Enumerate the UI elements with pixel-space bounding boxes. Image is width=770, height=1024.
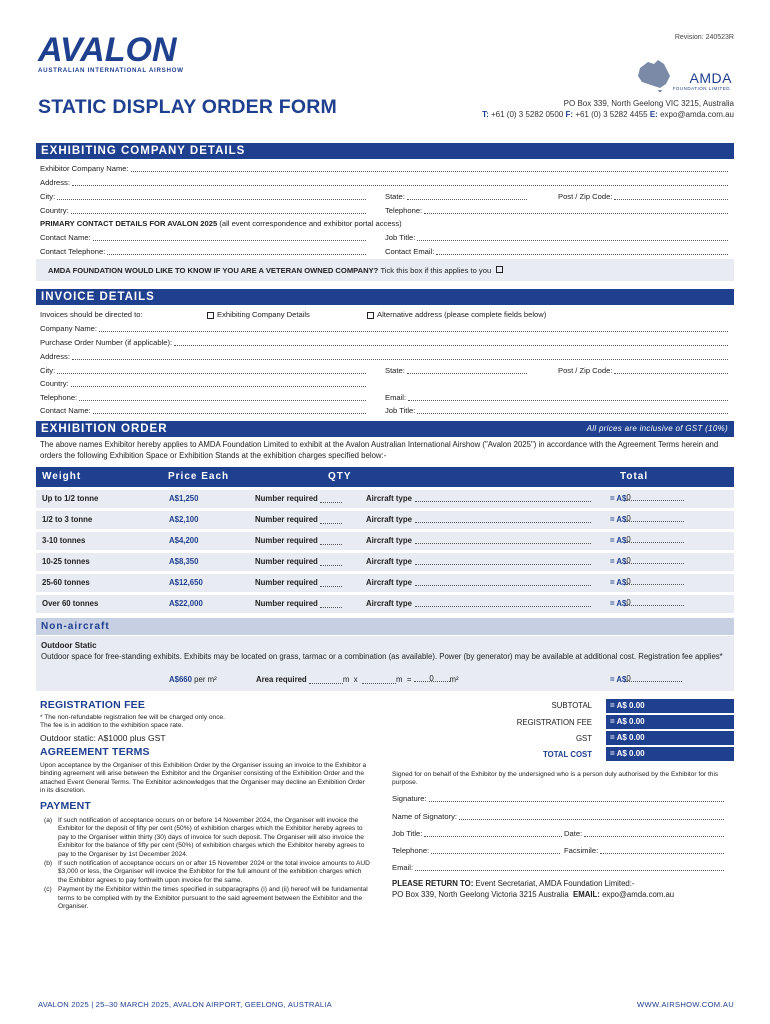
label: Country: — [40, 379, 69, 388]
times: x — [353, 675, 358, 684]
row-price: A$12,650 — [169, 578, 203, 587]
row-price: A$4,200 — [169, 536, 199, 545]
row-weight: 3-10 tonnes — [42, 536, 86, 545]
total-prefix: = A$ — [610, 536, 627, 545]
return-addr: PO Box 339, North Geelong Victoria 3215 Australia — [392, 889, 569, 899]
table-row — [36, 553, 734, 571]
total-value[interactable]: 0 — [626, 598, 684, 606]
col-total: Total — [620, 471, 649, 482]
label: Number required — [255, 536, 318, 545]
number-input[interactable] — [320, 495, 342, 503]
field-city[interactable] — [40, 191, 366, 202]
text: If such notification of acceptance occurs on or before 14 November 2024, the Organiser will invoice the Exhibitor for the deposit of fifty per cent (50%) of exhibition charges which the Exhibitor hereby agrees to pay to the Organiser within thirty (30) days of invoice for such deposit. The Organiser will also invoice the Exhibitor for the balance of fifty per cent (50%) of exhibition charges which the Exhibitor hereby agrees to pay to the Organiser by 1st December 2024. — [58, 817, 365, 858]
total-value[interactable]: 0 — [626, 493, 684, 501]
registration-fee-label: REGISTRATION FEE — [516, 718, 592, 727]
label: Date: — [564, 829, 583, 838]
order-table-header — [36, 467, 734, 487]
aircraft-input[interactable] — [415, 494, 591, 502]
number-input[interactable] — [320, 600, 342, 608]
total-prefix: = A$ — [610, 557, 627, 566]
per-m2: per m² — [194, 675, 217, 684]
section-invoice-header: INVOICE DETAILS — [36, 289, 734, 305]
label: State: — [385, 192, 405, 201]
page-title: STATIC DISPLAY ORDER FORM — [38, 96, 337, 118]
return-text: Event Secretariat, AMDA Foundation Limited:- — [475, 879, 635, 888]
return-email[interactable]: expo@amda.com.au — [602, 889, 675, 899]
row-aircraft-type — [366, 494, 591, 503]
field-job-title[interactable] — [385, 232, 728, 243]
label: Contact Name: — [40, 406, 91, 415]
label: (b) — [44, 860, 53, 868]
row-price: A$22,000 — [169, 599, 203, 608]
label: Email: — [385, 393, 407, 402]
row-price: A$2,100 — [169, 515, 199, 524]
input-line[interactable] — [415, 862, 724, 871]
label: Number required — [255, 599, 318, 608]
unit: m — [395, 675, 403, 684]
row-weight: 10-25 tonnes — [42, 557, 90, 566]
label: Invoices should be directed to: — [40, 310, 143, 319]
input-line[interactable] — [459, 811, 724, 820]
return-to — [392, 879, 674, 900]
field-signatory-name[interactable] — [392, 811, 724, 822]
label: Number required — [255, 578, 318, 587]
field-signature[interactable] — [392, 793, 724, 804]
email-value[interactable]: expo@amda.com.au — [660, 110, 734, 119]
payment-title: PAYMENT — [40, 800, 91, 812]
option-label: Exhibiting Company Details — [217, 310, 310, 319]
field-inv-contact-name[interactable] — [40, 405, 366, 416]
field-telephone[interactable] — [385, 205, 728, 216]
primary-contact-heading — [40, 218, 640, 229]
field-inv-telephone[interactable] — [40, 392, 366, 403]
field-inv-country[interactable] — [40, 378, 366, 389]
invoice-directed — [40, 309, 640, 320]
label: Aircraft type — [366, 578, 412, 587]
logo-tagline: AUSTRALIAN INTERNATIONAL AIRSHOW — [38, 67, 184, 74]
area-label: Area required — [256, 675, 307, 684]
payment-b — [44, 860, 370, 885]
payment-a — [44, 817, 370, 859]
number-input[interactable] — [320, 516, 342, 524]
aircraft-input[interactable] — [415, 599, 591, 607]
label: Job Title: — [392, 829, 423, 838]
return-label: PLEASE RETURN TO: — [392, 879, 474, 888]
field-contact-telephone[interactable] — [40, 246, 366, 257]
input-line[interactable] — [407, 365, 527, 374]
field-inv-state[interactable] — [385, 365, 527, 376]
total-prefix: = A$ — [610, 515, 627, 524]
amda-sub: FOUNDATION LIMITED — [672, 86, 730, 91]
row-price: A$8,350 — [169, 557, 199, 566]
footer-event-info: AVALON 2025 | 25–30 MARCH 2025, AVALON AIRPORT, GEELONG, AUSTRALIA — [38, 1000, 332, 1009]
row-aircraft-type — [366, 578, 591, 587]
label: Company Name: — [40, 324, 97, 333]
field-state[interactable] — [385, 191, 527, 202]
option-label: Alternative address (please complete fields below) — [377, 310, 547, 319]
input-line[interactable] — [71, 205, 366, 214]
field-inv-address[interactable] — [40, 351, 728, 362]
label: Telephone: — [40, 393, 78, 402]
label: Number required — [255, 515, 318, 524]
total-prefix: = A$ — [610, 599, 627, 608]
col-price: Price Each — [168, 471, 230, 482]
input-line[interactable] — [408, 392, 728, 401]
text: Payment by the Exhibitor within the times specified in subparagraphs (i) and (ii) hereof will be fundamental terms to be complied with by the Exhibitor pursuant to the said agreement between the Exhibitor and the Organiser. — [58, 886, 368, 911]
email-label: EMAIL: — [573, 889, 600, 899]
aircraft-input[interactable] — [415, 578, 591, 586]
reg-note-1: * The non-refundable registration fee will be charged only once. — [40, 714, 225, 721]
input-line[interactable] — [93, 232, 366, 241]
t-label: T: — [482, 110, 489, 119]
input-line[interactable] — [417, 232, 728, 241]
label: Job Title: — [385, 233, 416, 242]
outdoor-price-wrap — [169, 675, 217, 684]
registration-notes — [40, 714, 300, 731]
input-line[interactable] — [72, 177, 728, 186]
input-line[interactable] — [431, 845, 560, 854]
field-country[interactable] — [40, 205, 366, 216]
label: Aircraft type — [366, 494, 412, 503]
label: Address: — [40, 178, 70, 187]
field-inv-job-title[interactable] — [385, 405, 728, 416]
input-line[interactable] — [57, 191, 366, 200]
gst-value: = A$ 0.00 — [606, 731, 734, 745]
text: If such notification of acceptance occurs on or after 15 November 2024 or the total invoice amounts to AUD $3,000 or less, the Organiser will invoice the Exhibitor for the full amount of the exhibition charges which the Exhibitor agrees to pay forthwith upon invoice for the same. — [58, 860, 370, 884]
label: Post / Zip Code: — [558, 366, 613, 375]
revision-label: Revision: 240523R — [674, 34, 734, 41]
row-total — [610, 557, 684, 566]
agreement-title: AGREEMENT TERMS — [40, 746, 150, 758]
area-required — [256, 675, 459, 684]
row-number-required — [255, 494, 342, 503]
field-inv-email[interactable] — [385, 392, 728, 403]
field-company-name[interactable] — [40, 163, 728, 174]
field-sig-date[interactable] — [564, 828, 724, 839]
input-line[interactable] — [429, 793, 724, 802]
area-width-input[interactable] — [362, 676, 396, 684]
total-value[interactable]: 0 — [626, 556, 684, 564]
input-line[interactable] — [71, 378, 366, 387]
total-value[interactable]: 0 — [626, 577, 684, 585]
label: (a) — [44, 817, 53, 824]
label: Telephone: — [385, 206, 423, 215]
label: Facsimile: — [564, 846, 599, 855]
label: Telephone: — [392, 846, 430, 855]
field-postcode[interactable] — [558, 191, 728, 202]
outdoor-total — [610, 675, 682, 684]
table-row — [36, 511, 734, 529]
agreement-text: Upon acceptance by the Organiser of this Exhibition Order by the Organiser issuing an invoice to the Exhibitor a binding agreement will arise between the Exhibitor and the Organiser consisting of the Exhibition Order and the attached Event General Terms. The Exhibitor acknowledges that the Organiser may decline an Exhibition Order in its discretion. — [40, 762, 367, 795]
input-line[interactable] — [131, 163, 728, 172]
checkbox-alternative[interactable] — [367, 312, 374, 319]
outdoor-desc: Outdoor space for free-standing exhibits. Exhibits may be located on grass, tarmac or a combination (as available). Power (by generator) may be available at additional cost. Registration fee applies* — [41, 652, 723, 661]
avalon-logo — [38, 31, 190, 74]
label: Email: — [392, 863, 414, 872]
label: Contact Email: — [385, 247, 435, 256]
label: Contact Telephone: — [40, 247, 106, 256]
table-row — [36, 490, 734, 508]
subtotal-value: = A$ 0.00 — [606, 699, 734, 713]
contact-numbers — [482, 109, 734, 120]
payment-c — [44, 886, 370, 911]
total-prefix: = A$ — [610, 578, 627, 587]
order-title: EXHIBITION ORDER — [41, 423, 168, 435]
number-input[interactable] — [320, 579, 342, 587]
aircraft-input[interactable] — [415, 536, 591, 544]
row-aircraft-type — [366, 599, 591, 608]
label: Aircraft type — [366, 557, 412, 566]
row-aircraft-type — [366, 536, 591, 545]
registration-fee-title: REGISTRATION FEE — [40, 699, 146, 711]
amda-wordmark: AMDA — [689, 70, 732, 86]
total-value[interactable]: 0 — [626, 535, 684, 543]
input-line[interactable] — [99, 323, 728, 332]
field-po-number[interactable] — [40, 337, 728, 348]
label: Aircraft type — [366, 536, 412, 545]
gst-label: GST — [575, 734, 592, 743]
registration-outdoor: Outdoor static: A$1000 plus GST — [40, 733, 166, 743]
label: Contact Name: — [40, 233, 91, 242]
subtotal-label: SUBTOTAL — [551, 701, 592, 710]
total-prefix: = A$ — [610, 675, 627, 684]
logo-wordmark: AVALON — [38, 31, 177, 69]
equals: = — [406, 675, 412, 684]
input-line[interactable] — [79, 392, 366, 401]
input-line[interactable] — [424, 828, 562, 837]
total-prefix: = A$ — [610, 494, 627, 503]
row-price: A$1,250 — [169, 494, 199, 503]
field-inv-city[interactable] — [40, 365, 366, 376]
amda-logo — [634, 58, 734, 96]
payment-terms — [44, 817, 370, 911]
return-line-2 — [392, 890, 674, 901]
input-line[interactable] — [407, 191, 527, 200]
label: Post / Zip Code: — [558, 192, 613, 201]
row-total — [610, 536, 684, 545]
row-weight: Over 60 tonnes — [42, 599, 99, 608]
veteran-note: Tick this box if this applies to you — [380, 266, 492, 275]
label: Number required — [255, 557, 318, 566]
signature-intro: Signed for on behalf of the Exhibitor by the undersigned who is a person duly authorised by the Exhibitor for this purpose. — [392, 771, 719, 787]
outdoor-price: A$660 — [169, 675, 192, 684]
label: Aircraft type — [366, 599, 412, 608]
checkbox-exhibiting[interactable] — [207, 312, 214, 319]
row-total — [610, 515, 684, 524]
number-input[interactable] — [320, 537, 342, 545]
e-label: E: — [649, 110, 658, 119]
row-weight: Up to 1/2 tonne — [42, 494, 99, 503]
contact-address — [482, 98, 734, 120]
label: State: — [385, 366, 405, 375]
table-row — [36, 595, 734, 613]
heading: PRIMARY CONTACT DETAILS FOR AVALON 2025 — [40, 219, 218, 228]
row-weight: 25-60 tonnes — [42, 578, 90, 587]
input-line[interactable] — [600, 845, 724, 854]
row-weight: 1/2 to 3 tonne — [42, 515, 93, 524]
label: City: — [40, 192, 56, 201]
number-input[interactable] — [320, 558, 342, 566]
input-line[interactable] — [93, 405, 366, 414]
label: Aircraft type — [366, 515, 412, 524]
label: Number required — [255, 494, 318, 503]
input-line[interactable] — [174, 337, 728, 346]
field-sig-email[interactable] — [392, 862, 724, 873]
input-line[interactable] — [72, 351, 728, 360]
row-number-required — [255, 599, 342, 608]
row-aircraft-type — [366, 515, 591, 524]
veteran-text: AMDA FOUNDATION WOULD LIKE TO KNOW IF YOU ARE A VETERAN OWNED COMPANY? — [48, 266, 379, 275]
row-number-required — [255, 515, 342, 524]
outdoor-total-value[interactable]: 0 — [626, 674, 682, 682]
input-line[interactable] — [436, 246, 728, 255]
label: City: — [40, 366, 56, 375]
order-intro: The above names Exhibitor hereby applies to AMDA Foundation Limited to exhibit at the Avalon Australian International Airshow ("Avalon 2025") in accordance with the Agreement Terms herein and orders the following Exhibition Space or Exhibition Stands at the exhibition charges specified below:- — [40, 440, 719, 460]
aircraft-input[interactable] — [415, 557, 591, 565]
total-value[interactable]: 0 — [626, 514, 684, 522]
option-exhibiting[interactable] — [204, 309, 310, 320]
input-line[interactable] — [614, 365, 728, 374]
input-line[interactable] — [417, 405, 728, 414]
input-line[interactable] — [107, 246, 366, 255]
input-line[interactable] — [57, 365, 366, 374]
field-sig-job-title[interactable] — [392, 828, 562, 839]
row-aircraft-type — [366, 557, 591, 566]
gst-note: All prices are inclusive of GST (10%) — [586, 424, 728, 433]
fax-value: +61 (0) 3 5282 4455 — [575, 110, 648, 119]
unit: m — [342, 675, 350, 684]
note: (all event correspondence and exhibitor portal access) — [219, 219, 402, 228]
label: Address: — [40, 352, 70, 361]
label: Signature: — [392, 794, 427, 803]
field-inv-company[interactable] — [40, 323, 728, 334]
non-aircraft-header: Non-aircraft — [36, 618, 734, 635]
veteran-checkbox[interactable] — [496, 266, 503, 273]
field-contact-email[interactable] — [385, 246, 728, 257]
label: Country: — [40, 206, 69, 215]
section-order-header — [36, 421, 734, 437]
input-line[interactable] — [614, 191, 728, 200]
outdoor-title: Outdoor Static — [41, 641, 97, 650]
row-total — [610, 599, 684, 608]
col-qty: QTY — [328, 471, 352, 482]
f-label: F: — [565, 110, 574, 119]
label: (c) — [44, 886, 52, 894]
input-line[interactable] — [584, 828, 724, 837]
row-number-required — [255, 536, 342, 545]
reg-note-2: The fee is in addition to the exhibition space rate. — [40, 722, 184, 730]
row-total — [610, 578, 684, 587]
area-total[interactable]: 0 — [414, 674, 450, 682]
phone-value: +61 (0) 3 5282 0500 — [491, 110, 564, 119]
label: Purchase Order Number (if applicable): — [40, 338, 173, 347]
row-total — [610, 494, 684, 503]
field-inv-postcode[interactable] — [558, 365, 728, 376]
total-cost-value: = A$ 0.00 — [606, 747, 734, 761]
area-length-input[interactable] — [309, 676, 343, 684]
address-line: PO Box 339, North Geelong VIC 3215, Australia — [563, 99, 734, 108]
label: Name of Signatory: — [392, 812, 457, 821]
col-weight: Weight — [42, 471, 82, 482]
aircraft-input[interactable] — [415, 515, 591, 523]
table-row — [36, 532, 734, 550]
australia-map-icon — [634, 58, 674, 92]
row-number-required — [255, 557, 342, 566]
total-cost-label: TOTAL COST — [543, 750, 592, 759]
unit-m2: m² — [449, 675, 459, 684]
field-sig-telephone[interactable] — [392, 845, 560, 856]
return-line-1 — [392, 879, 674, 890]
option-alternative[interactable] — [364, 309, 546, 320]
field-sig-facsimile[interactable] — [564, 845, 724, 856]
section-exhibiting-header: EXHIBITING COMPANY DETAILS — [36, 143, 734, 159]
input-line[interactable] — [424, 205, 728, 214]
table-row — [36, 574, 734, 592]
label: Exhibitor Company Name: — [40, 164, 129, 173]
field-contact-name[interactable] — [40, 232, 366, 243]
veteran-question — [48, 265, 728, 276]
label: Job Title: — [385, 406, 416, 415]
registration-fee-value: = A$ 0.00 — [606, 715, 734, 729]
footer-website-link[interactable]: WWW.AIRSHOW.COM.AU — [637, 1000, 734, 1009]
field-address[interactable] — [40, 177, 728, 188]
row-number-required — [255, 578, 342, 587]
